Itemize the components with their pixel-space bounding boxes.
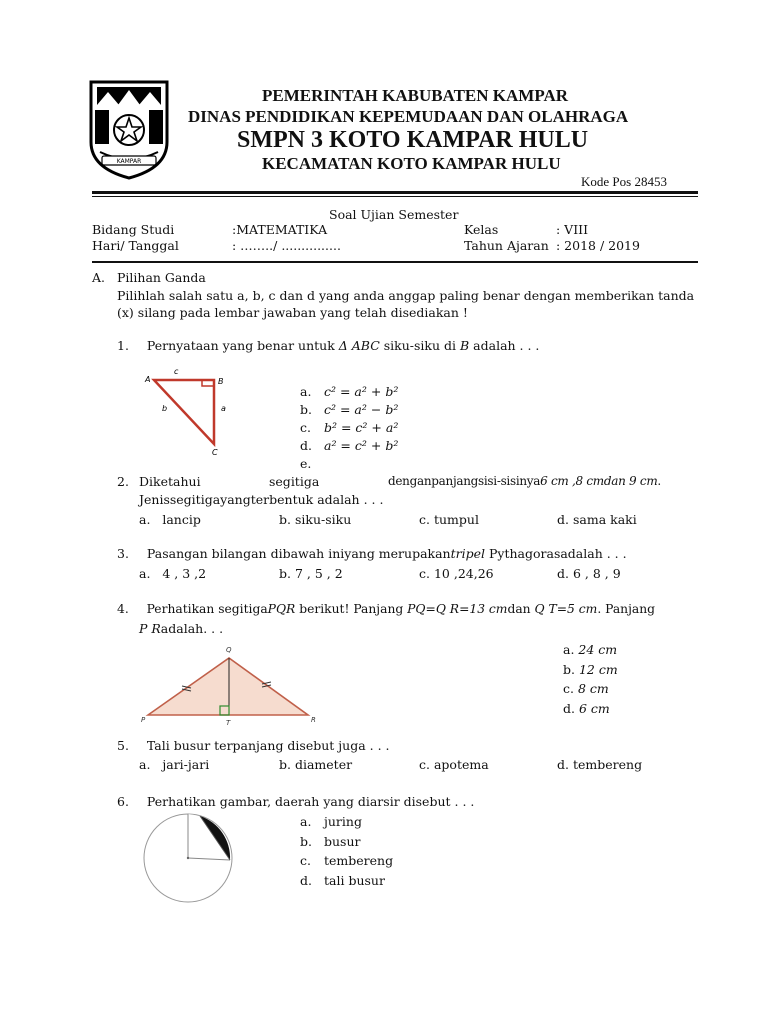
question-2-word: Diketahui (139, 474, 201, 489)
q5-option-a[interactable] (139, 757, 209, 772)
section-instruction: Pilihlah salah satu a, b, c dan d yang anda anggap paling benar dengan memberikan tanda (117, 288, 695, 303)
question-math: tripel (450, 546, 486, 561)
question-text: siku-siku di (379, 338, 460, 353)
vertex-label: T (226, 719, 231, 727)
question-text: denganpanjangsisi-sisinya (388, 474, 541, 488)
option-letter: b. (279, 757, 291, 772)
q6-options (300, 812, 393, 890)
option-a[interactable] (300, 812, 393, 832)
option-letter: d. (557, 757, 569, 772)
option-text: diameter (294, 757, 353, 772)
option-text: jari-jari (162, 757, 210, 772)
date-label: Hari/ Tanggal (92, 238, 179, 253)
circle-figure (140, 810, 240, 904)
question-6 (117, 794, 474, 809)
side-label: a (221, 404, 226, 413)
class-label: Kelas (464, 222, 499, 237)
option-letter: a. (300, 384, 312, 399)
question-text: dan (507, 602, 535, 616)
option-b[interactable] (300, 832, 393, 852)
year-label: Tahun Ajaran (464, 238, 549, 253)
logo-motto: KAMPAR (116, 158, 142, 165)
option-text: busur (324, 833, 361, 849)
question-text: Pernyataan yang benar untuk (146, 338, 339, 353)
section-title: Pilihan Ganda (117, 270, 206, 285)
q3-option-d[interactable] (557, 566, 621, 581)
question-2-number: 2. (117, 474, 129, 489)
option-letter: a. (139, 512, 151, 527)
option-letter: a. (563, 642, 575, 657)
question-text: berikut! Panjang (295, 602, 408, 616)
question-text: adalah. . . (160, 621, 224, 636)
vertex-label: A (145, 375, 151, 384)
option-text: 6 , 8 , 9 (572, 566, 621, 581)
q2-option-b[interactable] (279, 512, 351, 527)
option-letter: c. (419, 512, 430, 527)
exam-title: Soal Ujian Semester (329, 207, 459, 222)
question-number: 1. (117, 338, 129, 353)
q4-options (563, 640, 618, 718)
option-text: 7 , 5 , 2 (294, 566, 343, 581)
q1-options (300, 383, 398, 473)
question-5 (117, 738, 390, 753)
option-letter: a. (300, 814, 312, 829)
school-logo-emblem (88, 80, 170, 180)
question-1 (117, 338, 539, 353)
option-letter: c. (300, 853, 311, 868)
question-text: . Panjang (597, 602, 656, 616)
question-text: Pythagorasadalah . . . (485, 546, 627, 561)
q5-option-d[interactable] (557, 757, 642, 772)
option-letter: b. (279, 512, 291, 527)
option-letter: a. (139, 566, 151, 581)
option-letter: d. (300, 872, 312, 888)
question-text: Perhatikan gambar, daerah yang diarsir disebut . . . (146, 794, 475, 809)
letterhead-line1: PEMERINTAH KABUBATEN KAMPAR (262, 86, 568, 105)
q3-option-a[interactable] (139, 566, 206, 581)
option-letter: c. (419, 757, 430, 772)
question-number: 4. (117, 602, 129, 616)
question-text: . (657, 474, 661, 488)
option-text: sama kaki (572, 512, 637, 527)
q2-option-a[interactable] (139, 512, 201, 527)
q3-option-b[interactable] (279, 566, 343, 581)
option-letter: d. (300, 438, 312, 453)
subject-label: Bidang Studi (92, 222, 175, 237)
option-text: a² = c² + b² (324, 438, 399, 453)
option-letter: b. (300, 402, 312, 417)
option-text: c² = a² − b² (324, 402, 399, 417)
option-text: 8 cm (577, 681, 609, 696)
vertex-label: B (218, 377, 224, 386)
question-math: Q T=5 cm (534, 602, 598, 616)
question-math: B (460, 338, 470, 353)
school-name: SMPN 3 KOTO KAMPAR HULU (237, 127, 589, 153)
section-letter: A. (92, 270, 106, 285)
option-letter: e. (300, 456, 312, 471)
question-math: PQ=Q R=13 cm (407, 602, 508, 616)
q5-option-c[interactable] (419, 757, 489, 772)
option-letter: c. (419, 566, 430, 581)
q2-option-d[interactable] (557, 512, 637, 527)
option-b[interactable] (563, 660, 618, 680)
question-2-word: segitiga (269, 474, 320, 489)
option-text: apotema (433, 757, 489, 772)
option-text: 4 , 3 ,2 (162, 566, 207, 581)
option-text: c² = a² + b² (324, 384, 399, 399)
letterhead-rule-thick (92, 191, 698, 194)
option-text: tumpul (433, 512, 479, 527)
option-text: tembereng (572, 757, 643, 772)
info-rule (92, 261, 698, 263)
vertex-label: P (141, 716, 146, 724)
letterhead-district: KECAMATAN KOTO KAMPAR HULU (262, 154, 561, 173)
option-letter: b. (300, 833, 312, 849)
section-instruction-cont: (x) silang pada lembar jawaban yang telah disediakan ! (117, 305, 468, 320)
vertex-label: R (311, 716, 316, 724)
letterhead-rule-thin (92, 196, 698, 197)
option-text: 6 cm (578, 700, 610, 716)
q2-option-c[interactable] (419, 512, 479, 527)
option-text: 24 cm (578, 642, 618, 657)
question-2-text-cont: Jenissegitigayangterbentuk adalah . . . (139, 492, 384, 507)
option-letter: a. (139, 757, 151, 772)
option-d[interactable] (563, 699, 618, 719)
triangle-pqr-figure (136, 642, 322, 728)
option-letter: d. (563, 700, 575, 716)
question-number: 6. (117, 794, 129, 809)
question-3 (117, 546, 627, 561)
option-text: tembereng (324, 853, 394, 868)
option-c[interactable] (563, 679, 618, 699)
school-logo (88, 80, 170, 180)
option-e[interactable] (300, 455, 398, 473)
q5-option-b[interactable] (279, 757, 352, 772)
option-text: juring (324, 814, 362, 829)
option-text: lancip (162, 512, 201, 527)
option-letter: b. (563, 661, 575, 677)
option-b[interactable] (300, 401, 398, 419)
question-math: 6 cm ,8 cmdan 9 cm (540, 474, 658, 488)
option-text: siku-siku (294, 512, 352, 527)
subject-value: :MATEMATIKA (232, 222, 328, 237)
vertex-label: Q (226, 646, 232, 654)
option-a[interactable] (300, 383, 398, 401)
question-text: adalah . . . (469, 338, 540, 353)
question-text: Pasangan bilangan dibawah iniyang merupakan (146, 546, 451, 561)
question-math: P R (139, 621, 161, 636)
option-text: tali busur (324, 872, 385, 888)
question-number: 3. (117, 546, 129, 561)
question-4 (117, 602, 655, 616)
option-c[interactable] (300, 419, 398, 437)
year-value: : 2018 / 2019 (556, 238, 640, 253)
option-text: b² = c² + a² (324, 420, 399, 435)
question-math: PQR (267, 602, 296, 616)
side-label: b (162, 404, 168, 413)
q3-option-c[interactable] (419, 566, 494, 581)
date-value: : ……../ ............... (232, 238, 341, 253)
question-text: Tali busur terpanjang disebut juga . . . (146, 738, 390, 753)
triangle-abc-figure (140, 362, 240, 462)
option-letter: c. (300, 420, 311, 435)
option-a[interactable] (563, 640, 618, 660)
option-letter: c. (563, 681, 574, 696)
letterhead-line2: DINAS PENDIDIKAN KEPEMUDAAN DAN OLAHRAGA (188, 107, 629, 126)
option-letter: d. (557, 512, 569, 527)
option-letter: b. (279, 566, 291, 581)
option-text: 12 cm (578, 661, 618, 677)
option-letter: d. (557, 566, 569, 581)
question-2-text (388, 474, 661, 488)
postal-code: Kode Pos 28453 (581, 174, 667, 189)
vertex-label: C (212, 448, 218, 457)
question-4-cont (139, 621, 223, 636)
question-number: 5. (117, 738, 129, 753)
question-math: Δ ABC (338, 338, 380, 353)
question-text: Perhatikan segitiga (146, 602, 268, 616)
option-text: 10 ,24,26 (433, 566, 494, 581)
class-value: : VIII (556, 222, 589, 237)
option-d[interactable] (300, 871, 393, 891)
option-c[interactable] (300, 851, 393, 871)
side-label: c (174, 367, 179, 376)
option-d[interactable] (300, 437, 398, 455)
